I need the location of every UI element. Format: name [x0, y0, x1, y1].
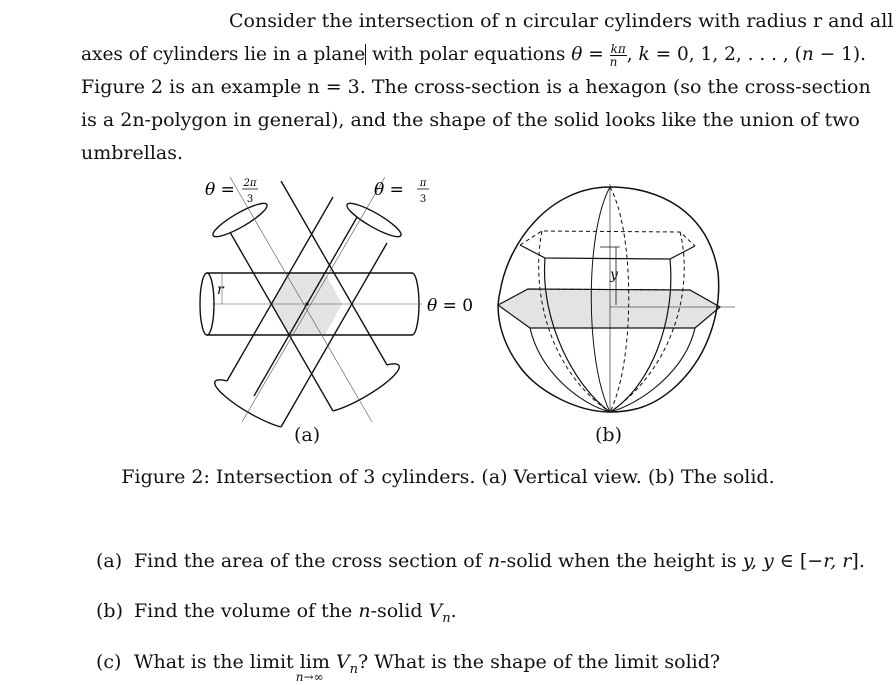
intro-paragraph: [81, 5, 894, 170]
paragraph-line-2: axes of cylinders lie in a plane with polar equations θ = $\frac{k\pi}{n}$ , k = 0, 1, 2, . . . , (n − 1).: [81, 41, 866, 69]
figure-caption: Figure 2: Intersection of 3 cylinders. (a) Vertical view. (b) The solid.: [121, 466, 775, 488]
label-r: r: [217, 282, 224, 298]
paragraph-line-3: Figure 2 is an example n = 3. The cross-section is a hexagon (so the cross-section: [81, 76, 871, 98]
subfigure-b-label: (b): [595, 424, 622, 446]
svg-text:2π: 2π: [243, 178, 257, 189]
question-b: (b) Find the volume of the n-solid $V_n$.: [96, 600, 457, 626]
center-point: [305, 302, 308, 305]
paragraph-line-5: umbrellas.: [81, 142, 184, 164]
solid-cross-section: [498, 289, 720, 328]
figure-b-solid: [498, 184, 735, 412]
svg-text:3: 3: [419, 194, 427, 205]
label-theta-pi3: θ =: [374, 180, 404, 200]
paragraph-line-4: is a 2n-polygon in general), and the shape of the solid looks like the union of two: [81, 109, 860, 131]
svg-text:π: π: [419, 178, 427, 189]
paragraph-line-1: Consider the intersection of n circular cylinders with radius r and all: [229, 10, 894, 32]
question-b-label: (b): [96, 600, 123, 622]
figure-a-vertical-view: [200, 177, 473, 427]
question-a: (a) Find the area of the cross section of n-solid when the height is y, y ∈ [−r, r].: [96, 550, 865, 572]
label-theta-2pi3: θ =: [205, 180, 235, 200]
label-theta-0: θ = 0: [427, 296, 474, 316]
figure-2: [190, 172, 750, 452]
svg-text:3: 3: [246, 194, 254, 205]
question-c: (c) What is the limit lim n→∞ $V_n$? What is the shape of the limit solid?: [96, 651, 721, 684]
subfigure-a-label: (a): [294, 424, 321, 446]
label-y: y: [610, 267, 618, 283]
question-c-label: (c): [96, 651, 122, 673]
question-a-label: (a): [96, 550, 123, 572]
